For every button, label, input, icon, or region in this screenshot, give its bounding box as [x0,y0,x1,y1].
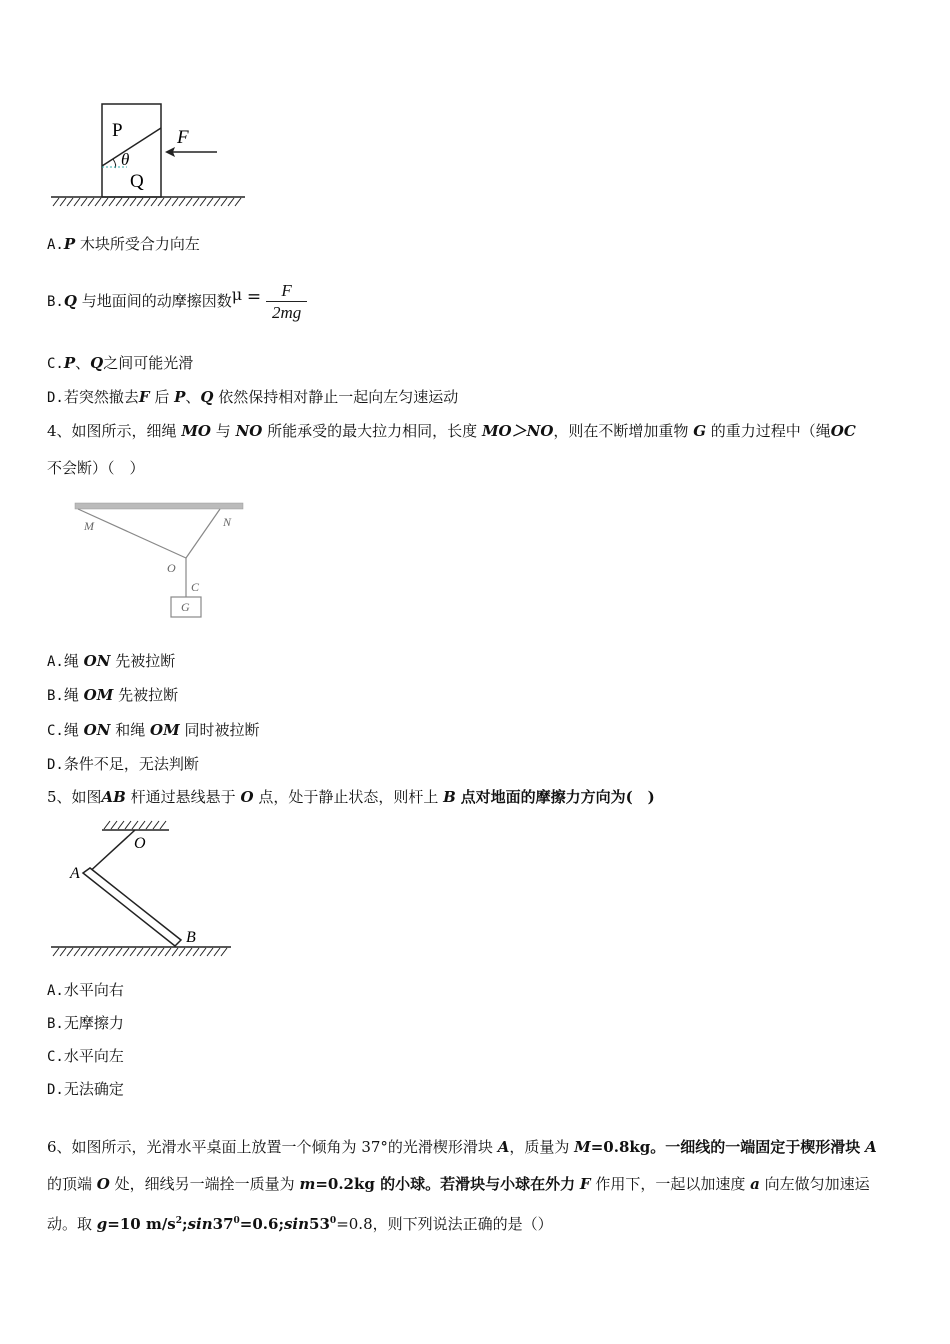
label-p: P [112,120,123,141]
figure-pq-blocks [45,98,255,213]
q4-option-d: D.条件不足，无法判断 [47,755,199,773]
figure-rope-weight [70,500,250,625]
q5-option-d: D.无法确定 [47,1080,124,1098]
rope-mo [78,509,186,558]
q6-stem-line3: 动。取 g=10 $m/s^2;\sin 37^0=0.6;\sin 53^0=0.8$，则下列说法正确的是（） [47,1215,553,1233]
q3-option-c: C.P、Q之间可能光滑 [47,354,194,372]
label-n: N [223,515,232,529]
q4-stem-line1: 4、如图所示，细绳 MO 与 NO 所能承受的最大拉力相同，长度 MO＞NO，则在不断增加重物 G 的重力过程中（绳OC [47,422,856,440]
q5-stem: 5、如图AB 杆通过悬线悬于 O 点，处于静止状态，则杆上 B 点对地面的摩擦力方向为( ) [47,788,655,806]
q6-stem-line1: 6、如图所示，光滑水平桌面上放置一个倾角为 37°的光滑楔形滑块 A，质量为 M=0.8kg。一细线的一端固定于楔形滑块 A [47,1138,877,1156]
q3-option-a: A.P 木块所受合力向左 [47,235,200,253]
label-m: M [84,519,94,533]
ceiling-hatch [104,821,166,829]
label-theta: θ [121,150,130,169]
q4-option-b: B.绳 OM 先被拉断 [47,686,179,704]
friction-fraction: $\frac{F}{2mg}$ [266,281,307,324]
label-c: C [191,580,200,594]
q5-option-c: C.水平向左 [47,1047,124,1065]
label-b: B [186,929,196,946]
q6-stem-line2: 的顶端 O 处，细线另一端拴一质量为 m=0.2kg 的小球。若滑块与小球在外力 F 作用下，一起以加速度 a 向左做匀加速运 [47,1175,870,1193]
label-f: F [177,127,189,148]
rope-no [186,509,220,558]
label-o: O [167,561,176,575]
q4-option-c: C.绳 ON 和绳 OM 同时被拉断 [47,721,260,739]
q5-option-a: A.水平向右 [47,981,124,999]
q3-option-d: D.若突然撤去F 后 P、Q 依然保持相对静止一起向左匀速运动 [47,388,459,406]
figure-rod-ab [45,818,245,963]
incline-line [102,128,161,166]
hanging-string [86,830,135,875]
ceiling-bar [75,503,243,509]
rod-ab [83,868,181,946]
q3-option-b: B.Q 与地面间的动摩擦因数μ = $\frac{F}{2mg}$ [47,272,307,325]
label-o: O [134,835,146,852]
label-q: Q [130,171,144,192]
ground-hatch [53,948,227,956]
q4-stem-line2: 不会断）（ ） [47,459,145,477]
label-g: G [181,600,190,614]
ground-hatch [53,198,241,206]
q5-option-b: B.无摩擦力 [47,1014,124,1032]
label-a: A [70,865,80,882]
q4-option-a: A.绳 ON 先被拉断 [47,652,176,670]
